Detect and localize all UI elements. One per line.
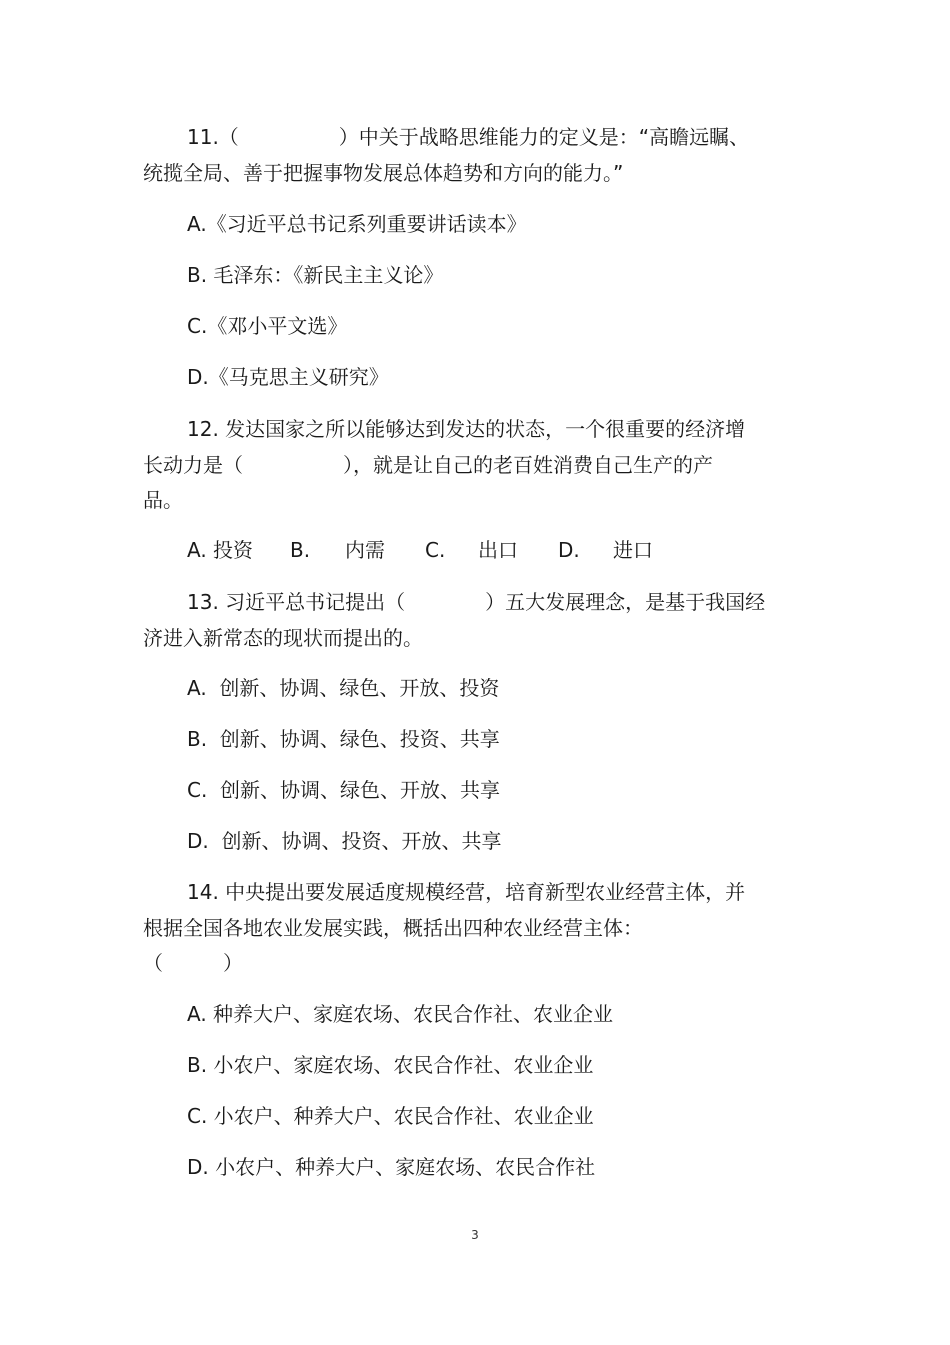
question-text-line: 13. 习近平总书记提出（ ）五大发展理念，是基于我国经 [187, 590, 766, 614]
question-text-line: 品。 [143, 488, 183, 512]
option-b: B. 小农户、家庭农场、农民合作社、农业企业 [187, 1053, 594, 1077]
option-d-letter: D. [558, 538, 580, 562]
question-text-line: 14. 中央提出要发展适度规模经营，培育新型农业经营主体，并 [187, 880, 746, 904]
option-d: D.《马克思主义研究》 [187, 365, 389, 389]
option-c: C. 创新、协调、绿色、开放、共享 [187, 778, 501, 802]
question-text-line: 12. 发达国家之所以能够达到发达的状态，一个很重要的经济增 [187, 417, 746, 441]
option-c: C.《邓小平文选》 [187, 314, 348, 338]
option-a: A. 投资 [187, 538, 254, 562]
page-number: 3 [471, 1228, 479, 1242]
option-c: C. 小农户、种养大户、农民合作社、农业企业 [187, 1104, 594, 1128]
option-a: A. 创新、协调、绿色、开放、投资 [187, 676, 500, 700]
question-text-line: 根据全国各地农业发展实践，概括出四种农业经营主体： [143, 916, 643, 940]
option-b: B. 毛泽东：《新民主主义论》 [187, 263, 444, 287]
option-c-text: 出口 [478, 538, 518, 562]
question-text-line: 长动力是（ ），就是让自己的老百姓消费自己生产的产 [143, 453, 713, 477]
option-b-letter: B. [290, 538, 311, 562]
option-a: A.《习近平总书记系列重要讲话读本》 [187, 212, 527, 236]
question-text-line: 统揽全局、善于把握事物发展总体趋势和方向的能力。” [143, 161, 624, 185]
answer-blank: （ ） [143, 951, 243, 975]
option-b: B. 创新、协调、绿色、投资、共享 [187, 727, 500, 751]
question-text-line: 11.（ ）中关于战略思维能力的定义是：“高瞻远瞩、 [187, 125, 750, 149]
option-b-text: 内需 [345, 538, 385, 562]
inline-options [187, 537, 687, 563]
option-d: D. 小农户、种养大户、家庭农场、农民合作社 [187, 1155, 596, 1179]
question-text-line: 济进入新常态的现状而提出的。 [143, 626, 423, 650]
option-d-text: 进口 [613, 538, 653, 562]
option-a: A. 种养大户、家庭农场、农民合作社、农业企业 [187, 1002, 614, 1026]
option-d: D. 创新、协调、投资、开放、共享 [187, 829, 502, 853]
option-c-letter: C. [425, 538, 446, 562]
